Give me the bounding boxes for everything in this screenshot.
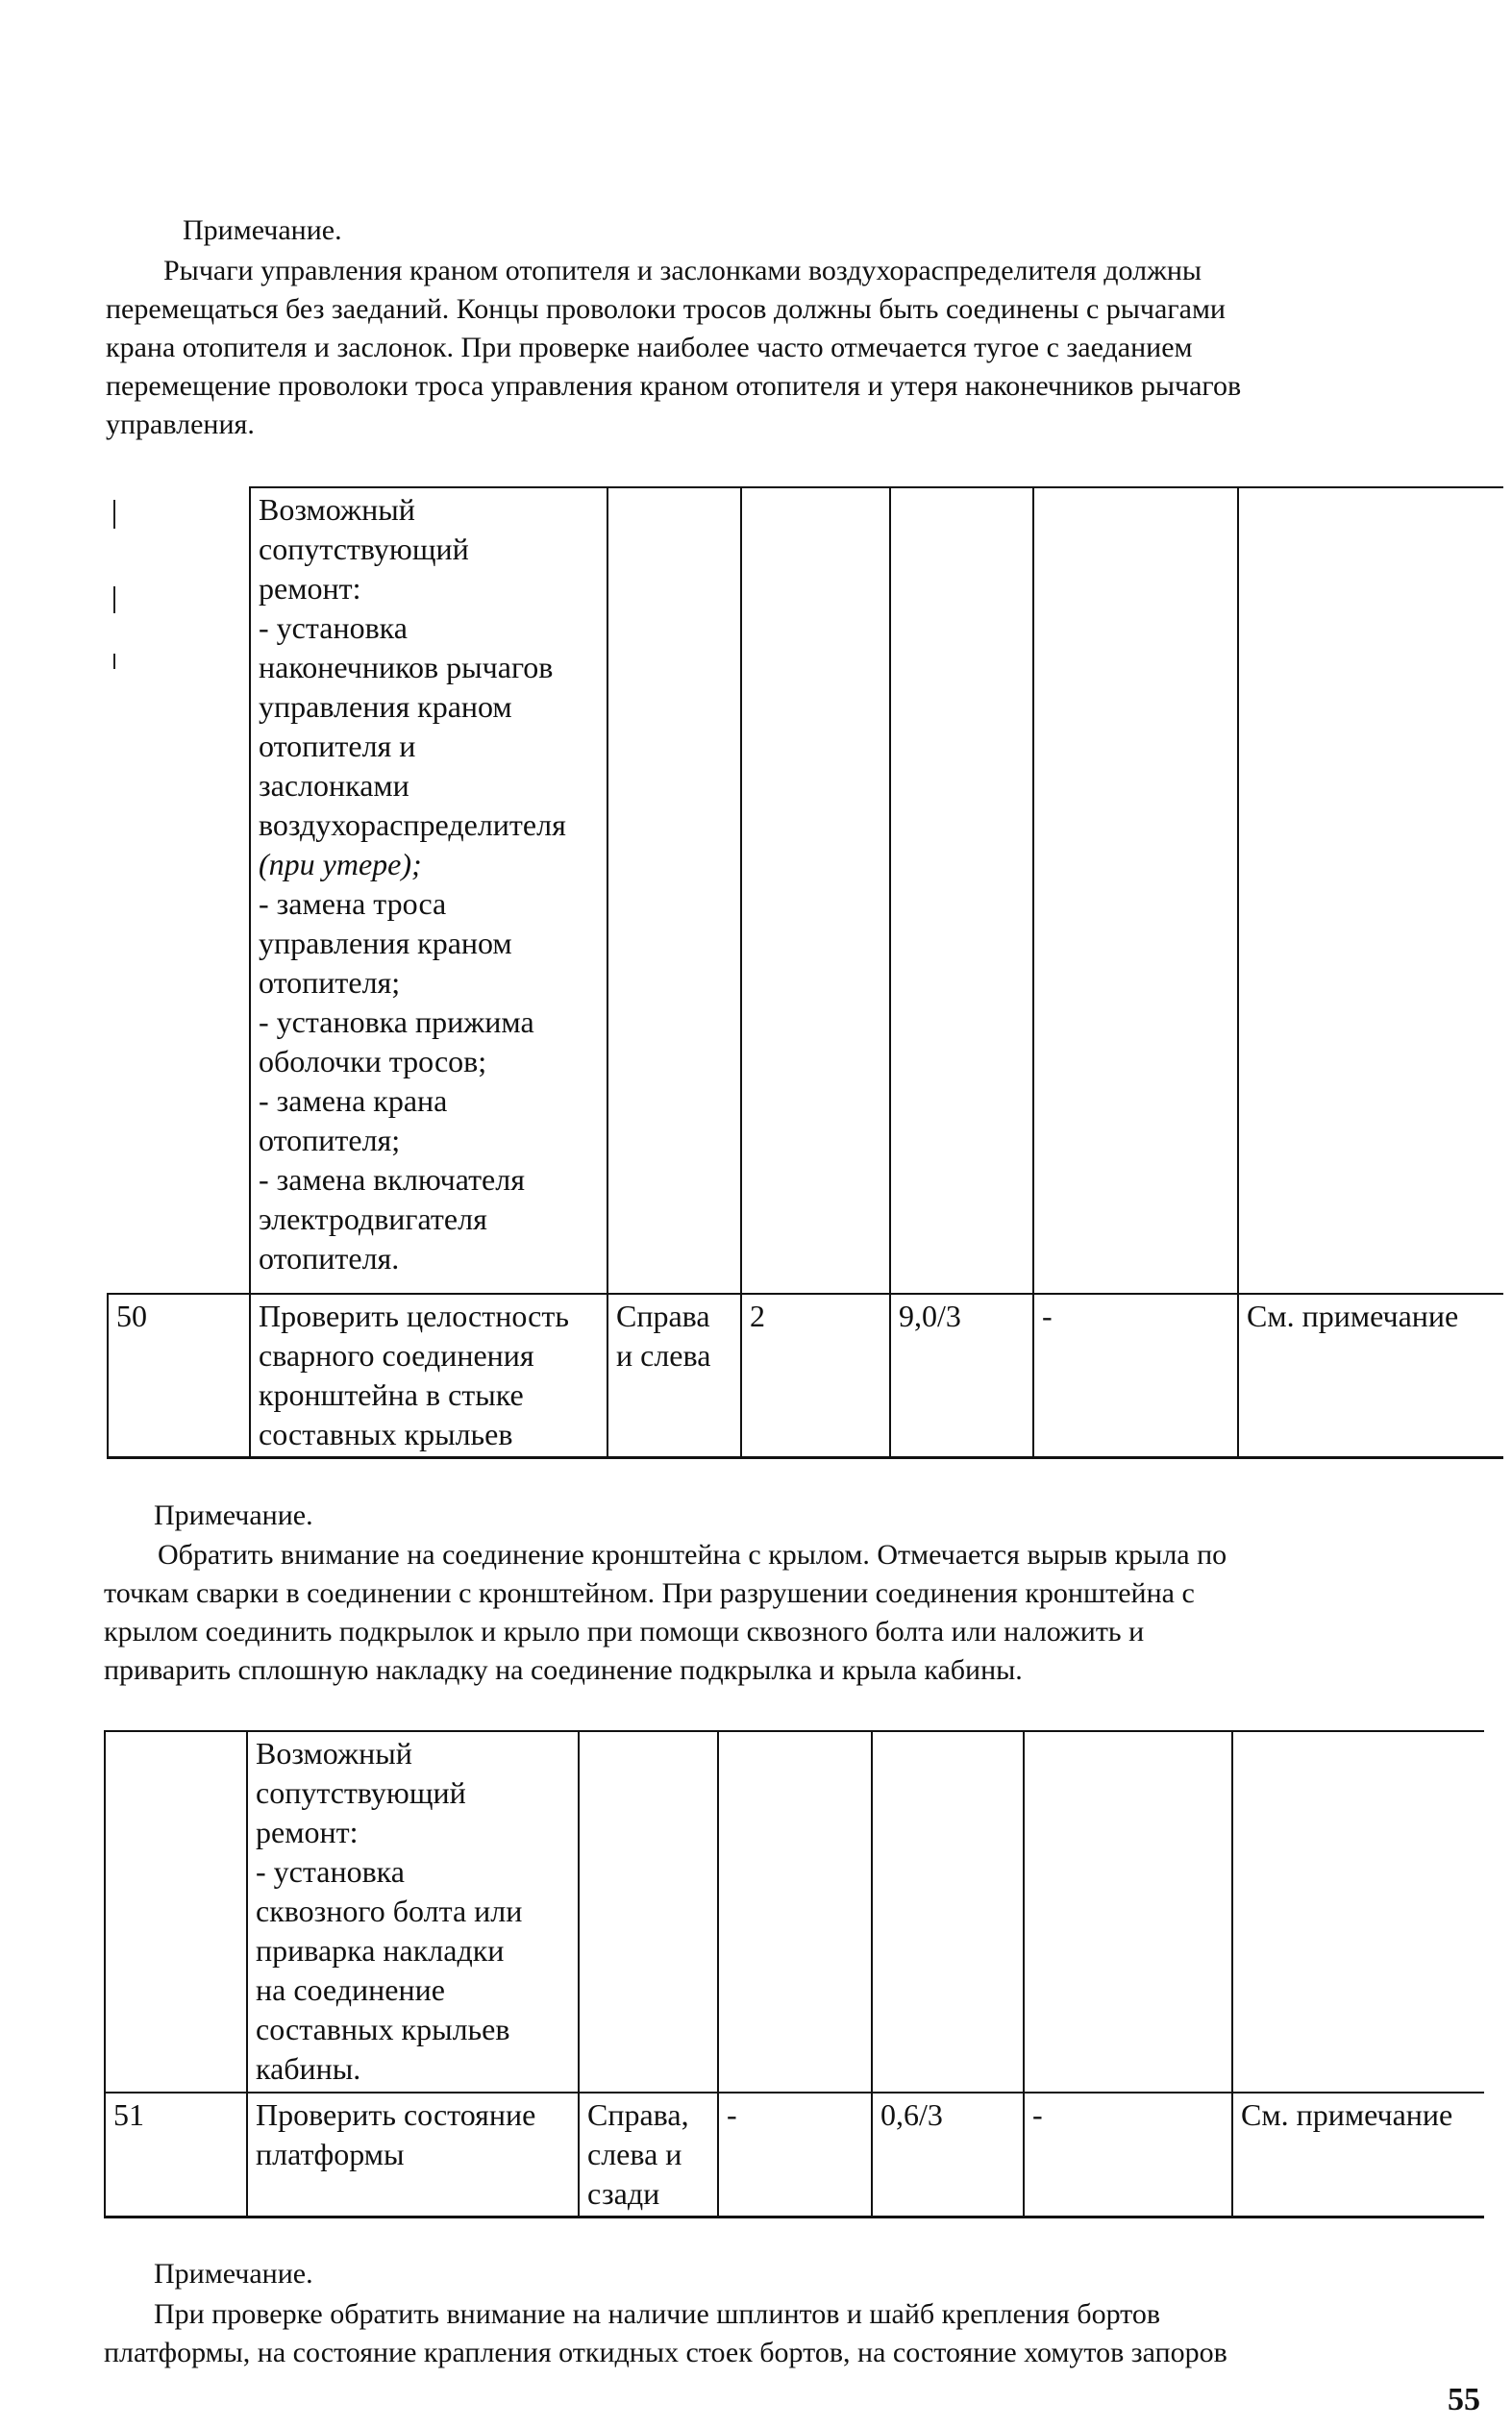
empty-cell: [741, 487, 890, 1294]
repair-cell: [250, 487, 607, 1294]
repair-line: отопителя и: [259, 729, 416, 763]
count-cell: 2: [741, 1294, 890, 1458]
side-line: Справа: [616, 1299, 710, 1333]
repair-line: управления краном: [259, 689, 512, 724]
note-ref-cell: См. примечание: [1238, 1294, 1503, 1458]
note2-line: приварить сплошную накладку на соединение подкрылка и крыла кабины.: [104, 1654, 1023, 1686]
repair-line: - замена троса: [259, 886, 447, 921]
table-1: [107, 486, 1503, 1459]
empty-cell: [607, 487, 741, 1294]
note2-title: Примечание.: [154, 1499, 313, 1531]
repair-line: - установка: [259, 610, 408, 645]
empty-cell: [1024, 1731, 1232, 2093]
note1-line: перемещение проволоки троса управления краном отопителя и утеря наконечников рычагов: [106, 370, 1242, 402]
repair-line: сопутствующий: [259, 532, 469, 566]
repair-line: составных крыльев: [256, 2012, 510, 2046]
empty-cell: [108, 487, 250, 1294]
note1-line: управления.: [106, 409, 255, 440]
time-cell: 0,6/3: [872, 2093, 1024, 2217]
note2-line: точкам сварки в соединении с кронштейном. При разрушении соединения кронштейна с: [104, 1577, 1195, 1609]
repair-line: сопутствующий: [256, 1775, 466, 1810]
operation-cell: [250, 1294, 607, 1458]
repair-line: сквозного болта или: [256, 1894, 523, 1928]
operation-cell: [247, 2093, 579, 2217]
repair-line: электродвигателя: [259, 1202, 487, 1236]
empty-cell: [718, 1731, 872, 2093]
repair-line: ремонт:: [256, 1815, 359, 1849]
repair-line: - замена включателя: [259, 1162, 525, 1197]
note2-line: крылом соединить подкрылок и крыло при помощи сквозного болта или наложить и: [104, 1616, 1145, 1648]
repair-line: наконечников рычагов: [259, 650, 554, 684]
repair-line: заслонками: [259, 768, 409, 803]
note3-paragraph: [104, 2295, 1227, 2372]
empty-cell: [1232, 1731, 1484, 2093]
side-cell: [607, 1294, 741, 1458]
operation-line: кронштейна в стыке: [259, 1377, 524, 1412]
repair-line: оболочки тросов;: [259, 1044, 487, 1078]
repair-line: кабины.: [256, 2051, 361, 2086]
dash-cell: -: [1024, 2093, 1232, 2217]
table-row: [108, 487, 1503, 1294]
note1-paragraph: [106, 252, 1241, 444]
time-cell: 9,0/3: [890, 1294, 1033, 1458]
repair-line: Возможный: [259, 492, 415, 527]
operation-line: сварного соединения: [259, 1338, 534, 1373]
repair-line: - установка: [256, 1854, 405, 1889]
row-number: 51: [105, 2093, 247, 2217]
repair-line: отопителя;: [259, 965, 401, 1000]
side-line: и слева: [616, 1338, 711, 1373]
table-row: [105, 2093, 1484, 2217]
note2-paragraph: [104, 1536, 1227, 1690]
repair-line: на соединение: [256, 1972, 445, 2007]
count-cell: -: [718, 2093, 872, 2217]
repair-line: ремонт:: [259, 571, 361, 606]
repair-line: отопителя.: [259, 1241, 400, 1276]
dash-cell: -: [1033, 1294, 1238, 1458]
table-row: [108, 1294, 1503, 1458]
note2-line: Обратить внимание на соединение кронштейна с крылом. Отмечается вырыв крыла по: [158, 1539, 1227, 1571]
repair-line: управления краном: [259, 926, 512, 960]
note1-line: Рычаги управления краном отопителя и заслонками воздухораспределителя должны: [163, 255, 1202, 286]
empty-cell: [105, 1731, 247, 2093]
row-number: 50: [108, 1294, 250, 1458]
table-row: [105, 1731, 1484, 2093]
repair-cell: [247, 1731, 579, 2093]
side-line: сзади: [587, 2176, 660, 2211]
side-line: Справа,: [587, 2097, 689, 2132]
empty-cell: [579, 1731, 718, 2093]
note-ref-cell: См. примечание: [1232, 2093, 1484, 2217]
repair-line: приварка накладки: [256, 1933, 505, 1968]
operation-line: составных крыльев: [259, 1417, 513, 1451]
repair-line: отопителя;: [259, 1123, 401, 1157]
operation-line: платформы: [256, 2137, 405, 2171]
operation-line: Проверить целостность: [259, 1299, 569, 1333]
note3-line: платформы, на состояние крапления откидных стоек бортов, на состояние хомутов запоров: [104, 2337, 1227, 2368]
operation-line: Проверить состояние: [256, 2097, 536, 2132]
empty-cell: [890, 487, 1033, 1294]
note1-line: крана отопителя и заслонок. При проверке наиболее часто отмечается тугое с заеданием: [106, 332, 1193, 363]
repair-line: - замена крана: [259, 1083, 448, 1118]
empty-cell: [872, 1731, 1024, 2093]
note1-title: Примечание.: [183, 214, 342, 246]
empty-cell: [1033, 487, 1238, 1294]
repair-line: (при утере);: [259, 847, 422, 881]
empty-cell: [1238, 487, 1503, 1294]
note3-title: Примечание.: [154, 2258, 313, 2290]
repair-line: Возможный: [256, 1736, 412, 1771]
note1-line: перемещаться без заеданий. Концы проволоки тросов должны быть соединены с рычагами: [106, 293, 1226, 325]
side-cell: [579, 2093, 718, 2217]
table-2: [104, 1730, 1484, 2218]
repair-line: - установка прижима: [259, 1004, 534, 1039]
side-line: слева и: [587, 2137, 682, 2171]
note3-line: При проверке обратить внимание на наличие шплинтов и шайб крепления бортов: [154, 2298, 1161, 2330]
page-number: 55: [1448, 2382, 1480, 2417]
repair-line: воздухораспределителя: [259, 807, 566, 842]
